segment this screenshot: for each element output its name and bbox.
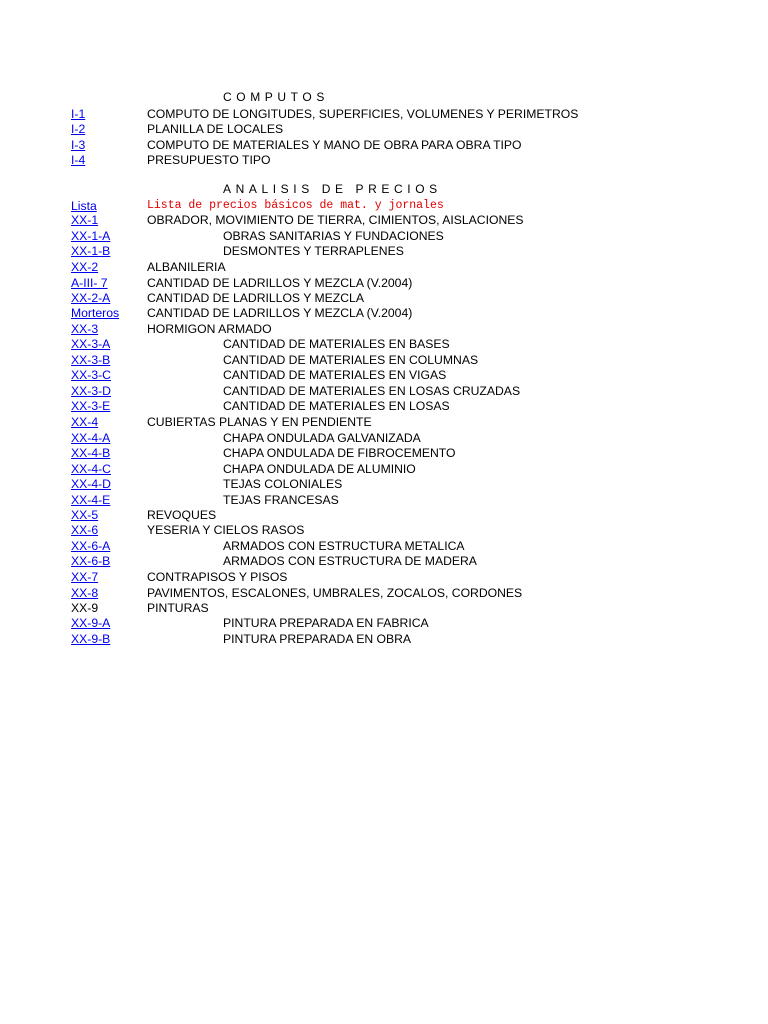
analisis-row — [0, 507, 768, 523]
analisis-code-link[interactable]: XX-4-B — [71, 446, 111, 460]
analisis-row — [0, 522, 768, 538]
analisis-description: TEJAS FRANCESAS — [223, 493, 339, 507]
analisis-heading: ANALISIS DE PRECIOS — [223, 182, 442, 196]
computos-code-link[interactable]: I-4 — [71, 153, 86, 167]
computos-row — [0, 121, 768, 137]
analisis-row — [0, 367, 768, 383]
analisis-description: REVOQUES — [147, 508, 217, 522]
analisis-description: CANTIDAD DE MATERIALES EN BASES — [223, 337, 450, 351]
analisis-code-link[interactable]: XX-4-C — [71, 462, 111, 476]
analisis-row — [0, 352, 768, 368]
analisis-code-link[interactable]: XX-4-D — [71, 477, 111, 491]
analisis-code-link[interactable]: XX-9-A — [71, 616, 111, 630]
analisis-description: CHAPA ONDULADA DE ALUMINIO — [223, 462, 416, 476]
analisis-code-link[interactable]: XX-3-E — [71, 399, 111, 413]
analisis-description: CANTIDAD DE MATERIALES EN LOSAS — [223, 399, 450, 413]
analisis-row — [0, 275, 768, 291]
analisis-description: CANTIDAD DE LADRILLOS Y MEZCLA (V.2004) — [147, 276, 413, 290]
analisis-row — [0, 445, 768, 461]
analisis-description: HORMIGON ARMADO — [147, 322, 272, 336]
analisis-row — [0, 290, 768, 306]
analisis-description: PINTURA PREPARADA EN OBRA — [223, 632, 412, 646]
analisis-row — [0, 430, 768, 446]
analisis-row — [0, 461, 768, 477]
analisis-code-link[interactable]: XX-6 — [71, 523, 99, 537]
analisis-code-link[interactable]: XX-3-D — [71, 384, 111, 398]
analisis-description: ARMADOS CON ESTRUCTURA DE MADERA — [223, 554, 477, 568]
analisis-description: CANTIDAD DE LADRILLOS Y MEZCLA — [147, 291, 364, 305]
analisis-code-link[interactable]: XX-1-B — [71, 244, 111, 258]
analisis-code-link[interactable]: XX-4-E — [71, 493, 111, 507]
computos-heading: COMPUTOS — [223, 90, 329, 104]
analisis-code-link[interactable]: XX-3 — [71, 322, 99, 336]
analisis-row — [0, 615, 768, 631]
analisis-code-link[interactable]: XX-3-A — [71, 337, 111, 351]
analisis-description: PINTURAS — [147, 601, 209, 615]
analisis-description: OBRAS SANITARIAS Y FUNDACIONES — [223, 229, 444, 243]
analisis-row — [0, 553, 768, 569]
analisis-description: CANTIDAD DE MATERIALES EN LOSAS CRUZADAS — [223, 384, 521, 398]
analisis-description: OBRADOR, MOVIMIENTO DE TIERRA, CIMIENTOS, AISLACIONES — [147, 213, 524, 227]
analisis-code-link[interactable]: XX-7 — [71, 570, 99, 584]
analisis-description: CANTIDAD DE MATERIALES EN VIGAS — [223, 368, 447, 382]
analisis-row — [0, 398, 768, 414]
computos-row — [0, 152, 768, 168]
analisis-row — [0, 305, 768, 321]
analisis-description: Lista de precios básicos de mat. y jornales — [147, 199, 444, 212]
analisis-code-link[interactable]: Lista — [71, 199, 97, 213]
analisis-row — [0, 585, 768, 601]
analisis-row — [0, 569, 768, 585]
analisis-description: CHAPA ONDULADA DE FIBROCEMENTO — [223, 446, 456, 460]
analisis-description: ALBANILERIA — [147, 260, 226, 274]
computos-description: COMPUTO DE LONGITUDES, SUPERFICIES, VOLUMENES Y PERIMETROS — [147, 107, 579, 121]
analisis-code-link[interactable]: XX-5 — [71, 508, 99, 522]
analisis-row — [0, 476, 768, 492]
computos-code-link[interactable]: I-2 — [71, 122, 86, 136]
analisis-description: CONTRAPISOS Y PISOS — [147, 570, 288, 584]
analisis-row — [0, 259, 768, 275]
computos-code-link[interactable]: I-3 — [71, 138, 86, 152]
analisis-description: ARMADOS CON ESTRUCTURA METALICA — [223, 539, 465, 553]
analisis-row — [0, 336, 768, 352]
analisis-row — [0, 538, 768, 554]
computos-description: COMPUTO DE MATERIALES Y MANO DE OBRA PARA OBRA TIPO — [147, 138, 522, 152]
analisis-code-link[interactable]: XX-3-B — [71, 353, 111, 367]
analisis-description: CUBIERTAS PLANAS Y EN PENDIENTE — [147, 415, 372, 429]
analisis-row — [0, 243, 768, 259]
analisis-code-link[interactable]: XX-6-B — [71, 554, 111, 568]
analisis-code-link[interactable]: A-III- 7 — [71, 276, 108, 290]
analisis-code-link[interactable]: XX-3-C — [71, 368, 111, 382]
analisis-code-link[interactable]: XX-1 — [71, 213, 99, 227]
analisis-description: DESMONTES Y TERRAPLENES — [223, 244, 404, 258]
analisis-code-link[interactable]: XX-6-A — [71, 539, 111, 553]
computos-code-link[interactable]: I-1 — [71, 107, 86, 121]
analisis-description: YESERIA Y CIELOS RASOS — [147, 523, 305, 537]
analisis-description: PINTURA PREPARADA EN FABRICA — [223, 616, 429, 630]
analisis-description: CANTIDAD DE MATERIALES EN COLUMNAS — [223, 353, 479, 367]
analisis-row — [0, 228, 768, 244]
analisis-row — [0, 492, 768, 508]
computos-row — [0, 106, 768, 122]
computos-row — [0, 137, 768, 153]
analisis-code-link[interactable]: XX-2-A — [71, 291, 111, 305]
analisis-description: TEJAS COLONIALES — [223, 477, 343, 491]
analisis-code: XX-9 — [71, 601, 99, 615]
analisis-description: PAVIMENTOS, ESCALONES, UMBRALES, ZOCALOS, CORDONES — [147, 586, 523, 600]
computos-description: PLANILLA DE LOCALES — [147, 122, 284, 136]
computos-description: PRESUPUESTO TIPO — [147, 153, 271, 167]
analisis-row — [0, 321, 768, 337]
analisis-row — [0, 383, 768, 399]
analisis-code-link[interactable]: XX-9-B — [71, 632, 111, 646]
analisis-code-link[interactable]: XX-2 — [71, 260, 99, 274]
analisis-code-link[interactable]: XX-4-A — [71, 431, 111, 445]
analisis-code-link[interactable]: XX-8 — [71, 586, 99, 600]
analisis-description: CHAPA ONDULADA GALVANIZADA — [223, 431, 421, 445]
analisis-code-link[interactable]: XX-4 — [71, 415, 99, 429]
analisis-row — [0, 414, 768, 430]
analisis-row — [0, 600, 768, 616]
analisis-row — [0, 212, 768, 228]
analisis-code-link[interactable]: XX-1-A — [71, 229, 111, 243]
analisis-description: CANTIDAD DE LADRILLOS Y MEZCLA (V.2004) — [147, 306, 413, 320]
analisis-code-link[interactable]: Morteros — [71, 306, 120, 320]
analisis-row — [0, 631, 768, 647]
